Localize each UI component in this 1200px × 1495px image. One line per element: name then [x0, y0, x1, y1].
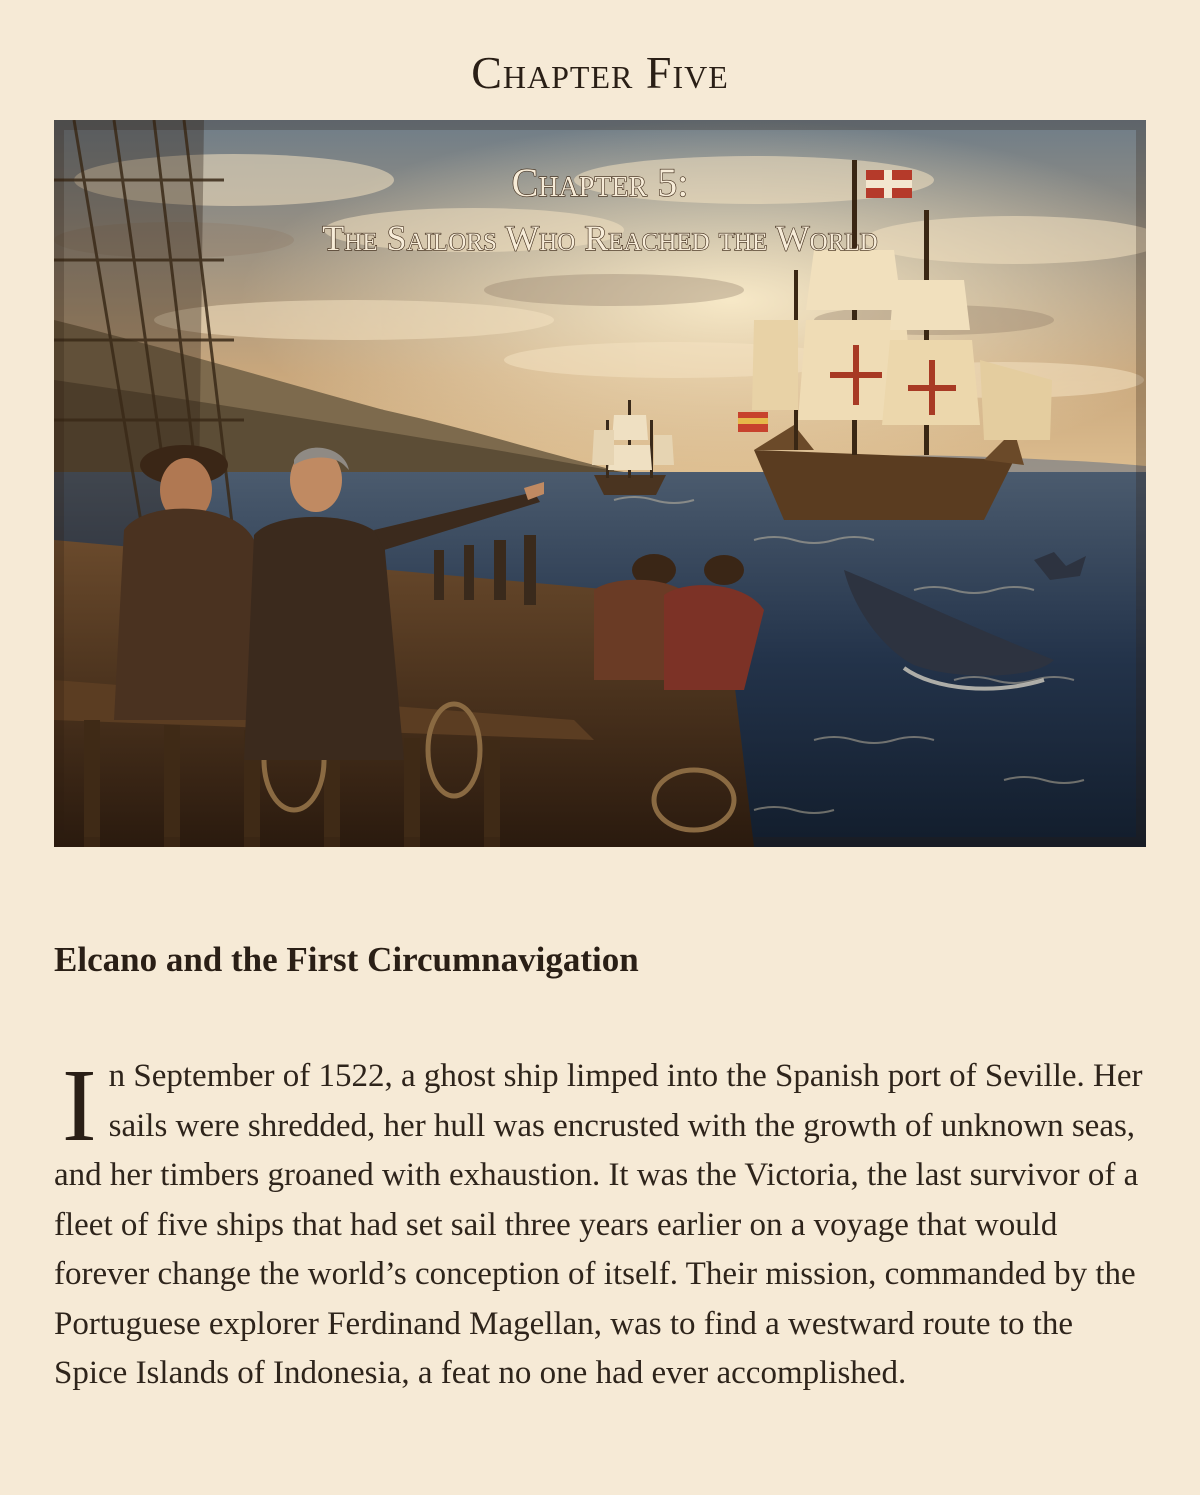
chapter-heading: Chapter Five [471, 47, 729, 98]
section-title: Elcano and the First Circumnavigation [54, 940, 639, 979]
illustration-title-line2: The Sailors Who Reached the World [322, 218, 878, 258]
illustration-title-line1: Chapter 5: [511, 160, 689, 205]
paragraph-text: n September of 1522, a ghost ship limped into the Spanish port of Seville. Her sails were shredded, her hull was encrusted with the growth of unknown seas, and her timbers groaned with exhaustion. It was the Victoria, the last survivor of a fleet of five ships that had set sail three years earlier on a voyage that would forever change the world’s conception of itself. Their mission, commanded by the Portuguese explorer Ferdinand Magellan, was to find a westward route to the Spice Islands of Indonesia, a feat no one had ever accomplished. [54, 1058, 1143, 1391]
chapter-illustration [54, 120, 1146, 847]
drop-cap: I [62, 1048, 97, 1163]
body-paragraph [54, 1048, 1146, 1399]
